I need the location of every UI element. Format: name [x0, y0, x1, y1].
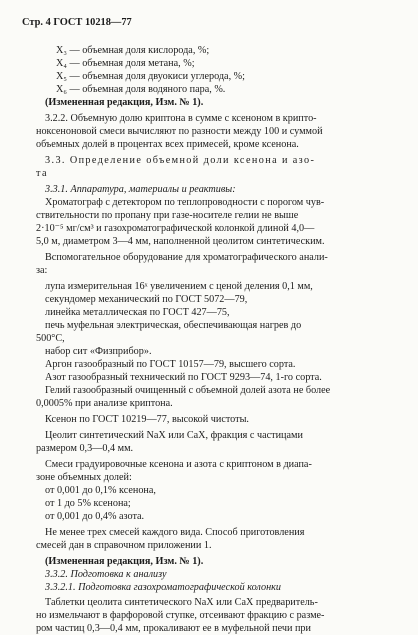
equipment-item-furnace-line2: 500°С, — [36, 333, 65, 344]
paragraph-3-2-2-line2: ноксеноновой смеси вычисляют по разности между 100 и суммой — [36, 126, 323, 137]
material-nitrogen: Азот газообразный технический по ГОСТ 9293—74, 1-го сорта. — [45, 372, 322, 383]
paragraph-3-2-2-line3: объемных долей в процентах всех примесей, кроме ксенона. — [36, 139, 299, 150]
calibration-range-xenon-low: от 0,001 до 0,1% ксенона, — [45, 485, 156, 496]
equipment-item-ruler: линейка металлическая по ГОСТ 427—75, — [45, 307, 230, 318]
equipment-item-stopwatch: секундомер механический по ГОСТ 5072—79, — [45, 294, 248, 305]
column-prep-line3: ром частиц 0,3—0,4 мм, прокаливают ее в муфельной печи при — [36, 623, 311, 634]
subsection-3-3-2-1-heading: 3.3.2.1. Подготовка газохроматографической колонки — [45, 582, 281, 593]
equipment-item-furnace-line1: печь муфельная электрическая, обеспечивающая нагрев до — [45, 320, 302, 331]
amendment-note-1: (Измененная редакция, Изм. № 1). — [45, 97, 204, 108]
subsection-3-3-2-heading: 3.3.2. Подготовка к анализу — [45, 569, 167, 580]
chromatograph-line3: 2·10⁻⁵ мг/см³ и газохроматографической колонкой длиной 4,0— — [36, 223, 315, 234]
calibration-range-xenon-high: от 1 до 5% ксенона; — [45, 498, 131, 509]
chromatograph-line2: ствительности по пропану при газе-носителе гелии не выше — [36, 210, 299, 221]
aux-equipment-line1: Вспомогательное оборудование для хроматографического анали- — [45, 252, 328, 263]
material-zeolite-line1: Цеолит синтетический NaX или CaX, фракция с частицами — [45, 430, 303, 441]
paragraph-3-2-2-line1: 3.2.2. Объемную долю криптона в сумме с ксеноном в крипто- — [45, 113, 317, 124]
mixtures-note-line1: Не менее трех смесей каждого вида. Способ приготовления — [45, 527, 305, 538]
chromatograph-line1: Хроматограф с детектором по теплопроводности с порогом чув- — [45, 197, 325, 208]
column-prep-line1: Таблетки цеолита синтетического NaX или CaX предваритель- — [45, 597, 318, 608]
material-argon: Аргон газообразный по ГОСТ 10157—79, высшего сорта. — [45, 359, 296, 370]
chromatograph-line4: 5,0 м, диаметром 3—4 мм, наполненной цеолитом синтетическим. — [36, 236, 325, 247]
material-helium-line1: Гелий газообразный очищенный с объемной долей азота не более — [45, 385, 331, 396]
formula-x5-definition: X₅ — объемная доля двуокиси углерода, %; — [56, 71, 245, 82]
page-header: Стр. 4 ГОСТ 10218—77 — [22, 17, 132, 28]
calibration-mixtures-line1: Смеси градуировочные ксенона и азота с криптоном в диапа- — [45, 459, 312, 470]
material-zeolite-line2: размером 0,3—0,4 мм. — [36, 443, 134, 454]
equipment-item-sieves: набор сит «Физприбор». — [45, 346, 152, 357]
subsection-3-3-1-heading: 3.3.1. Аппаратура, материалы и реактивы: — [45, 184, 236, 195]
section-3-3-heading-line1: 3.3. Определение объемной доли ксенона и азо- — [45, 155, 316, 166]
column-prep-line2: но измельчают в фарфоровой ступке, отсеивают фракцию с разме- — [36, 610, 325, 621]
section-3-3-heading-line2: та — [36, 168, 48, 179]
equipment-item-magnifier: лупа измерительная 16ˣ увеличением с ценой деления 0,1 мм, — [45, 281, 313, 292]
calibration-range-nitrogen: от 0,001 до 0,4% азота. — [45, 511, 145, 522]
formula-x3-definition: X₃ — объемная доля кислорода, %; — [56, 45, 210, 56]
formula-x6-definition: X₆ — объемная доля водяного пара, %. — [56, 84, 226, 95]
amendment-note-2: (Измененная редакция, Изм. № 1). — [45, 556, 204, 567]
aux-equipment-line2: за: — [36, 265, 48, 276]
formula-x4-definition: X₄ — объемная доля метана, %; — [56, 58, 195, 69]
material-xenon: Ксенон по ГОСТ 10219—77, высокой чистоты. — [45, 414, 249, 425]
material-helium-line2: 0,0005% при анализе криптона. — [36, 398, 173, 409]
mixtures-note-line2: смесей дан в справочном приложении 1. — [36, 540, 212, 551]
calibration-mixtures-line2: зоне объемных долей: — [36, 472, 132, 483]
